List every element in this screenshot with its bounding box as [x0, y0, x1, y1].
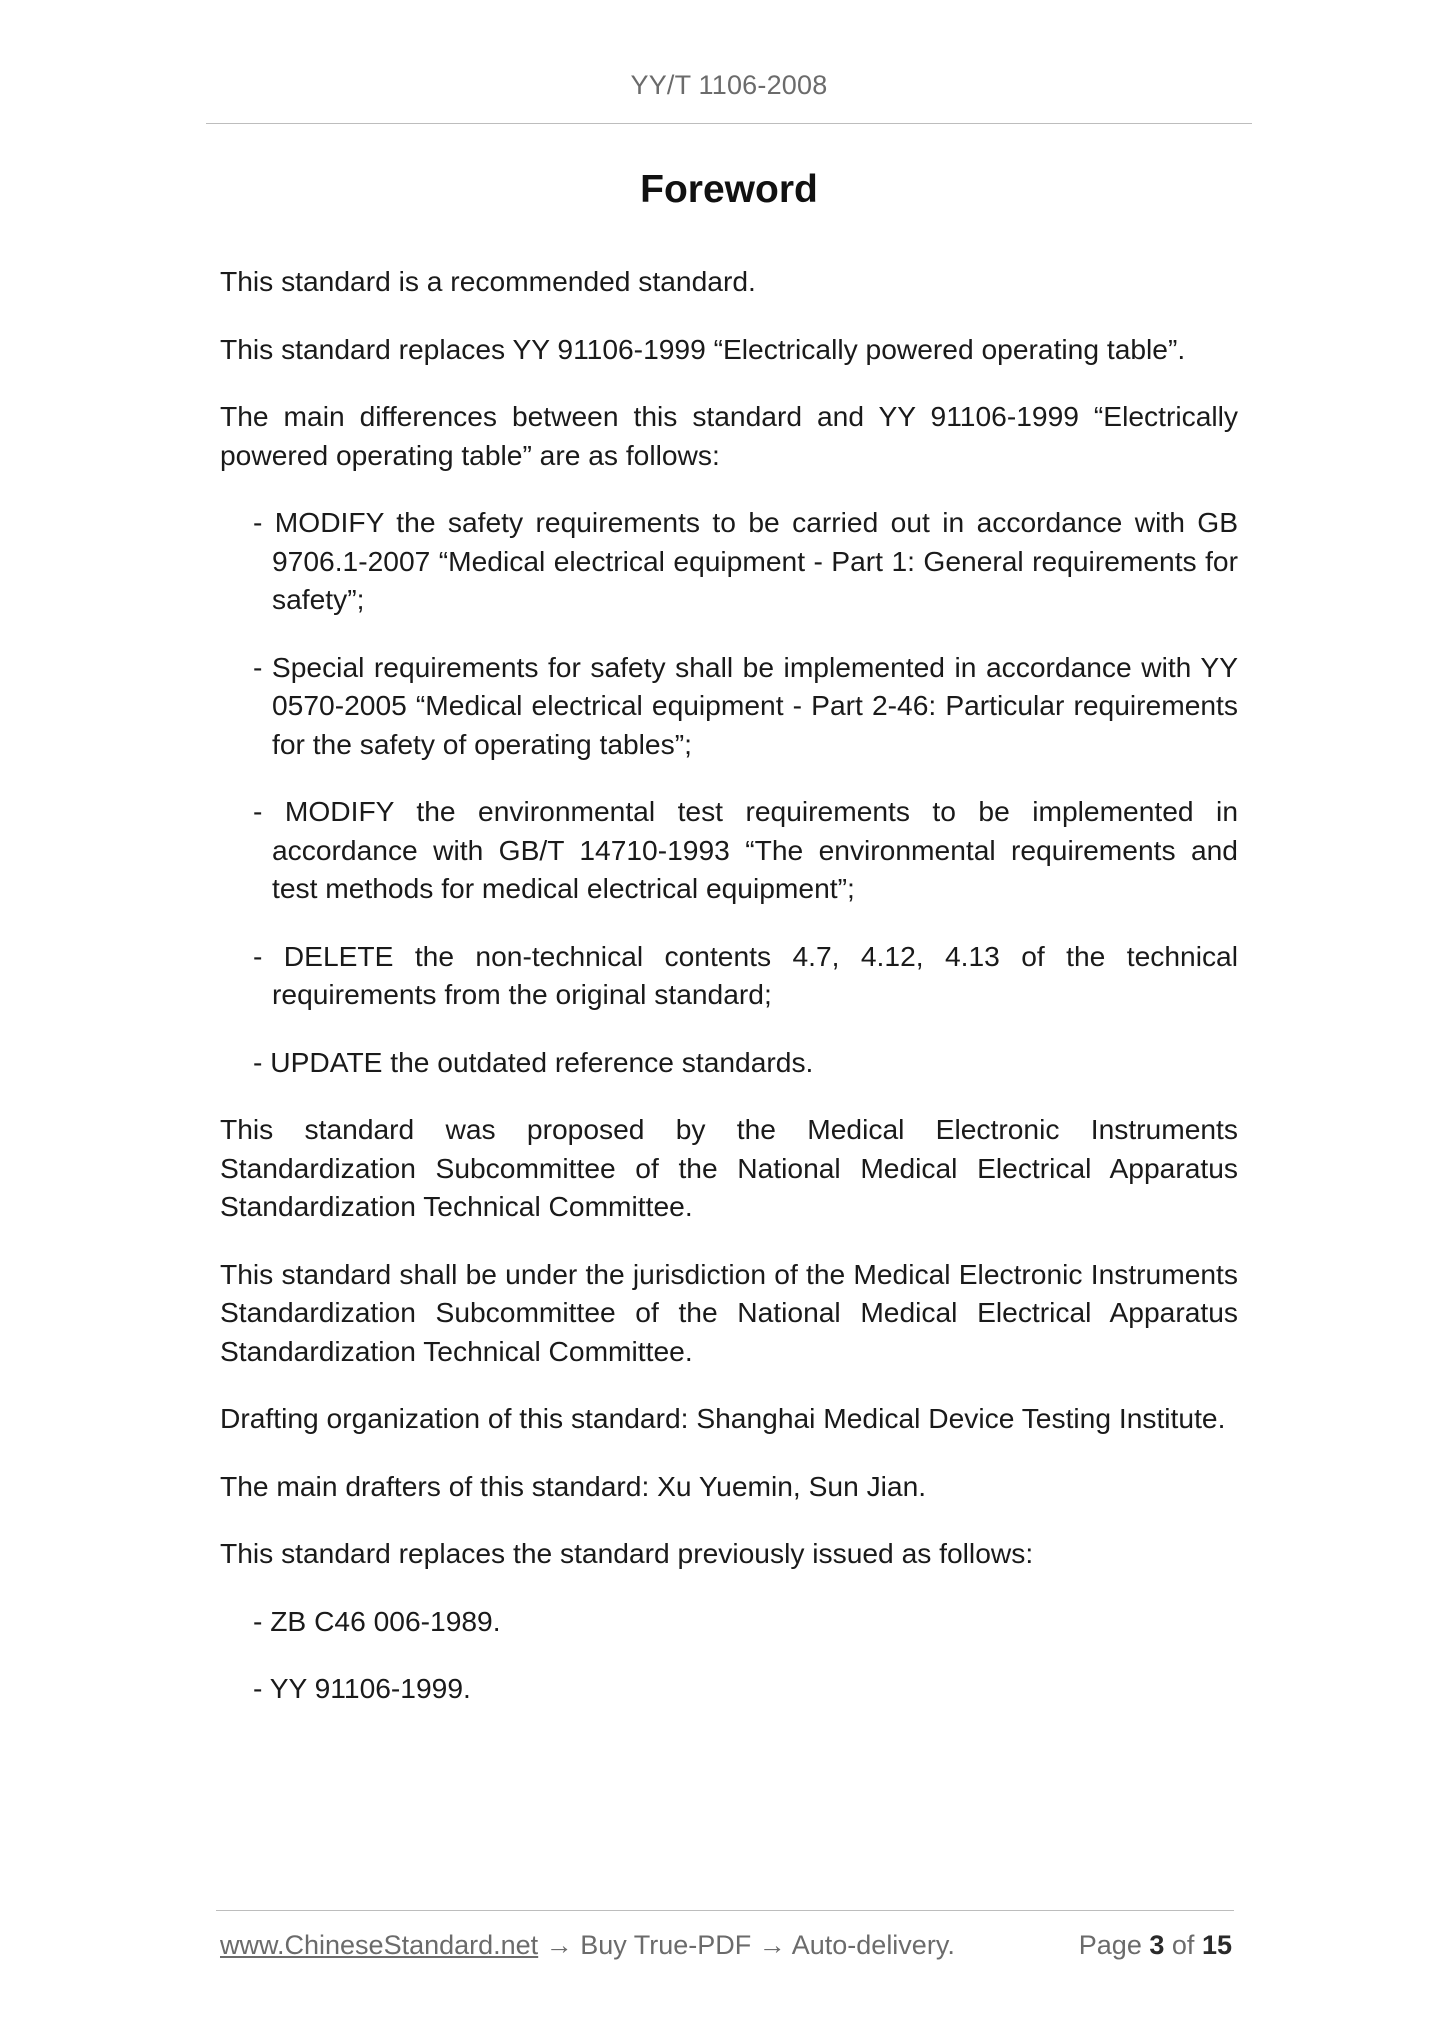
website-link[interactable]: www.ChineseStandard.net	[220, 1930, 539, 1960]
differences-list	[220, 503, 1238, 1081]
page-of-label: of	[1171, 1930, 1195, 1960]
paragraph-previous-issues-intro: This standard replaces the standard previously issued as follows:	[220, 1537, 1034, 1569]
list-item: - DELETE the non-technical contents 4.7, 4.12, 4.13 of the technical requirements from the original standard;	[253, 939, 1238, 1010]
list-item: - UPDATE the outdated reference standards.	[253, 1045, 814, 1078]
list-item: - Special requirements for safety shall be implemented in accordance with YY 0570-2005 “Medical electrical equipment - Part 2-46: Particular requirements for the safety of operating tables”;	[253, 650, 1238, 760]
list-item: - MODIFY the environmental test requirements to be implemented in accordance with GB/T 14710-1993 “The environmental requirements and test methods for medical electrical equipment”;	[253, 795, 1238, 904]
document-body	[220, 262, 1238, 1737]
footer-divider	[216, 1910, 1234, 1911]
footer-tagline: → Buy True-PDF → Auto-delivery.	[538, 1930, 955, 1960]
previous-issues-list	[220, 1602, 1238, 1708]
current-page-number: 3	[1149, 1930, 1165, 1960]
list-item: - ZB C46 006-1989.	[253, 1604, 501, 1637]
paragraph-replaces: This standard replaces YY 91106-1999 “Electrically powered operating table”.	[220, 332, 1186, 365]
list-item: - MODIFY the safety requirements to be carried out in accordance with GB 9706.1-2007 “Medical electrical equipment - Part 1: General requirements for safety”;	[253, 506, 1238, 615]
footer-promo	[220, 1930, 955, 1961]
total-page-number: 15	[1201, 1930, 1232, 1960]
paragraph-recommended: This standard is a recommended standard.	[220, 265, 756, 297]
paragraph-jurisdiction: This standard shall be under the jurisdiction of the Medical Electronic Instruments Standardization Subcommittee of the National Medical Electrical Apparatus Standardization Technical Committee.	[220, 1257, 1238, 1367]
page-label: Page	[1078, 1930, 1142, 1960]
page-counter	[1079, 1930, 1232, 1961]
page-title: Foreword	[640, 168, 818, 211]
list-item: - YY 91106-1999.	[253, 1672, 471, 1704]
paragraph-drafters: The main drafters of this standard: Xu Yuemin, Sun Jian.	[220, 1469, 927, 1502]
running-header: YY/T 1106-2008	[630, 70, 828, 100]
header-divider	[206, 123, 1252, 124]
paragraph-differences-intro: The main differences between this standard and YY 91106-1999 “Electrically powered operating table” are as follows:	[220, 400, 1238, 471]
paragraph-proposed-by: This standard was proposed by the Medical Electronic Instruments Standardization Subcommittee of the National Medical Electrical Apparatus Standardization Technical Committee.	[220, 1113, 1238, 1222]
paragraph-drafting-organization: Drafting organization of this standard: Shanghai Medical Device Testing Institute.	[220, 1402, 1226, 1434]
